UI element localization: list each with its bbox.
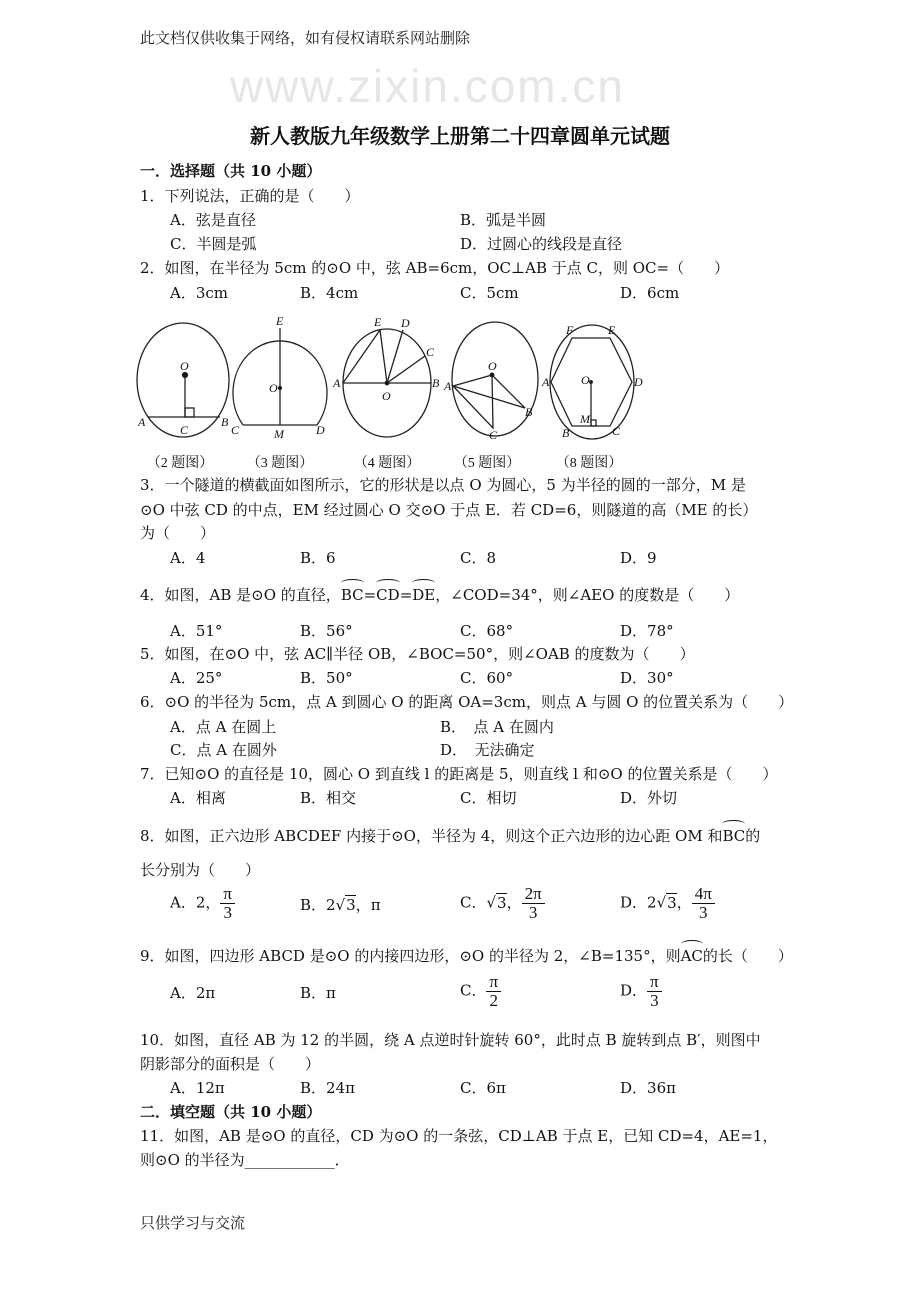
q6-option-b: B． 点 A 在圆内 <box>440 718 554 736</box>
question-11-line-1: 11．如图，AB 是⊙O 的直径，CD 为⊙O 的一条弦，CD⊥AB 于点 E，已知 CD=4，AE=1， <box>140 1127 778 1145</box>
question-7-stem: 7．已知⊙O 的直径是 10，圆心 O 到直线 l 的距离是 5，则直线 l 和⊙O 的位置关系是（ ） <box>140 765 778 783</box>
section-heading-fill: 二．填空题（共 10 小题） <box>140 1103 322 1121</box>
q4-option-a: A．51° <box>170 622 223 640</box>
arc-de: DE <box>412 586 436 604</box>
arc-bc: BC <box>340 586 364 604</box>
watermark: www.zixin.com.cn <box>230 60 625 112</box>
q8-option-c: C．√3， $\frac{2\pi}{3}$ <box>460 885 545 922</box>
arc-ac: AC <box>680 947 703 965</box>
q9-option-c <box>460 973 501 1010</box>
q10-option-c: C．6π <box>460 1079 506 1097</box>
figure-caption: （3 题图） <box>246 456 314 471</box>
label-a: A <box>444 379 452 393</box>
numerator: 2π <box>522 885 545 904</box>
q4-option-c: C．68° <box>460 622 514 640</box>
label-m: M <box>274 427 284 441</box>
question-2-stem: 2．如图，在半径为 5cm 的⊙O 中，弦 AB=6cm，OC⊥AB 于点 C，则 OC=（ ） <box>140 259 730 277</box>
arc-bc: BC <box>722 827 746 845</box>
option-label: A．2， <box>170 893 221 912</box>
q1-option-a: A．弦是直径 <box>170 211 256 229</box>
q2-option-a: A．3cm <box>170 284 229 302</box>
label-d: D <box>401 316 410 330</box>
q6-option-a: A．点 A 在圆上 <box>170 718 277 736</box>
denominator: 3 <box>699 903 708 922</box>
q3-option-d: D．9 <box>620 549 657 567</box>
q7-option-a: A．相离 <box>170 789 226 807</box>
equals: = <box>363 586 377 604</box>
question-4-stem <box>140 584 739 606</box>
label-b: B <box>221 415 229 429</box>
fraction <box>522 885 545 922</box>
label-b: B <box>432 376 440 390</box>
separator: ， <box>676 893 692 912</box>
fraction <box>692 885 715 922</box>
fraction <box>647 973 662 1010</box>
separator: ， <box>506 893 522 912</box>
q6-option-d: D． 无法确定 <box>440 741 535 759</box>
label-f: F <box>566 323 574 337</box>
q5-option-b: B．50° <box>300 669 353 687</box>
label-e: E <box>276 314 284 328</box>
q4-option-d: D．78° <box>620 622 674 640</box>
q10-option-a: A．12π <box>170 1079 225 1097</box>
question-8-stem <box>140 825 760 847</box>
figures-row <box>130 310 780 475</box>
q1-option-b: B．弧是半圆 <box>460 211 547 229</box>
q2-option-d: D．6cm <box>620 284 680 302</box>
option-label: C． <box>460 893 487 912</box>
option-label: D．2 <box>620 893 657 912</box>
question-11-line-2: 则⊙O 的半径为____________． <box>140 1151 350 1169</box>
question-8-line-2: 长分别为（ ） <box>140 861 261 879</box>
numerator: π <box>220 885 235 904</box>
question-3-line-1: 3．一个隧道的横截面如图所示，它的形状是以点 O 为圆心，5 为半径的圆的一部分，M 是 <box>140 476 746 494</box>
label-o: O <box>382 389 391 403</box>
q2-option-b: B．4cm <box>300 284 359 302</box>
figure-q3 <box>231 314 327 471</box>
question-3-line-2: ⊙O 中弦 CD 的中点，EM 经过圆心 O 交⊙O 于点 E．若 CD=6，则隧道的高（ME 的长） <box>140 501 758 519</box>
q5-option-a: A．25° <box>170 669 223 687</box>
radicand: 3 <box>346 896 356 914</box>
figure-q2 <box>137 323 229 471</box>
q8-text: 8．如图，正六边形 ABCDEF 内接于⊙O，半径为 4，则这个正六边形的边心距 OM 和 <box>140 827 723 845</box>
denominator: 3 <box>223 903 232 922</box>
label-b: B <box>562 426 570 440</box>
q1-option-d: D．过圆心的线段是直径 <box>460 235 623 253</box>
q9-text: 9．如图，四边形 ABCD 是⊙O 的内接四边形，⊙O 的半径为 2，∠B=135°，则 <box>140 947 681 965</box>
q5-option-c: C．60° <box>460 669 514 687</box>
section-heading-choice: 一．选择题（共 10 小题） <box>140 162 322 180</box>
label-o: O <box>180 359 189 373</box>
label-a: A <box>333 376 341 390</box>
label-c: C <box>231 423 240 437</box>
q3-option-a: A．4 <box>170 549 206 567</box>
denominator: 3 <box>650 991 659 1010</box>
label-m: M <box>580 412 590 426</box>
q9-option-d <box>620 973 662 1010</box>
label-a: A <box>138 415 146 429</box>
denominator: 3 <box>528 903 538 922</box>
arc-cd: CD <box>376 586 400 604</box>
q3-option-b: B．6 <box>300 549 336 567</box>
equals: = <box>399 586 413 604</box>
numerator: π <box>647 973 662 992</box>
q4-text: 4．如图，AB 是⊙O 的直径， <box>140 586 341 604</box>
label-c: C <box>426 345 435 359</box>
figure-q4 <box>332 315 440 471</box>
q10-option-d: D．36π <box>620 1079 676 1097</box>
radicand: 3 <box>497 893 507 912</box>
figure-caption: （4 题图） <box>353 456 421 471</box>
question-5-stem: 5．如图，在⊙O 中，弦 AC∥半径 OB，∠BOC=50°，则∠OAB 的度数为（ ） <box>140 645 695 663</box>
figure-q8 <box>541 323 643 471</box>
label-e: E <box>608 323 616 337</box>
question-3-line-3: 为（ ） <box>140 524 216 542</box>
page-header: 此文档仅供收集于网络，如有侵权请联系网站删除 <box>140 29 471 47</box>
label-c: C <box>180 423 189 437</box>
figure-caption: （8 题图） <box>555 456 623 471</box>
label-c: C <box>612 424 621 438</box>
fraction <box>486 973 501 1010</box>
figure-q5 <box>443 322 538 471</box>
label-e: E <box>374 315 382 329</box>
figure-caption: （2 题图） <box>146 456 214 471</box>
q6-option-c: C．点 A 在圆外 <box>170 741 277 759</box>
q9-option-a: A．2π <box>170 984 216 1002</box>
option-label: C． <box>460 981 487 1000</box>
numerator: π <box>486 973 501 992</box>
q7-option-d: D．外切 <box>620 789 678 807</box>
q10-option-b: B．24π <box>300 1079 355 1097</box>
figure-caption: （5 题图） <box>453 456 521 471</box>
question-6-stem: 6．⊙O 的半径为 5cm，点 A 到圆心 O 的距离 OA=3cm，则点 A 与圆 O 的位置关系为（ ） <box>140 693 794 711</box>
document-title: 新人教版九年级数学上册第二十四章圆单元试题 <box>250 124 670 148</box>
question-9-stem <box>140 945 793 967</box>
q9-option-b: B．π <box>300 984 336 1002</box>
q8-text: 的 <box>745 827 761 845</box>
q8-option-a <box>170 885 235 922</box>
question-10-line-2: 阴影部分的面积是（ ） <box>140 1055 321 1073</box>
label-b: B <box>525 405 533 419</box>
question-10-line-1: 10．如图，直径 AB 为 12 的半圆，绕 A 点逆时针旋转 60°，此时点 B 旋转到点 B′，则图中 <box>140 1031 761 1049</box>
numerator: 4π <box>692 885 715 904</box>
label-o: O <box>269 381 278 395</box>
q4-option-b: B．56° <box>300 622 353 640</box>
denominator: 2 <box>489 991 499 1010</box>
option-tail: ，π <box>355 896 381 914</box>
option-label: D． <box>620 981 648 1000</box>
q4-text: ，∠COD=34°，则∠AEO 的度数是（ ） <box>435 586 740 604</box>
question-1-stem: 1．下列说法，正确的是（ ） <box>140 187 360 205</box>
q7-option-c: C．相切 <box>460 789 517 807</box>
label-a: A <box>542 375 550 389</box>
q8-option-b: B．2√3，π <box>300 896 381 914</box>
q8-option-d: D．2√3， $\frac{4\pi}{3}$ <box>620 885 715 922</box>
label-d: D <box>634 375 643 389</box>
q3-option-c: C．8 <box>460 549 497 567</box>
label-d: D <box>316 423 325 437</box>
label-c: C <box>489 428 498 442</box>
q5-option-d: D．30° <box>620 669 674 687</box>
fraction <box>220 885 235 922</box>
radicand: 3 <box>667 893 677 912</box>
option-label: B．2 <box>300 896 336 914</box>
q9-text: 的长（ ） <box>702 947 793 965</box>
label-o: O <box>488 359 497 373</box>
q7-option-b: B．相交 <box>300 789 357 807</box>
page-footer: 只供学习与交流 <box>140 1214 246 1232</box>
label-o: O <box>581 373 590 387</box>
q1-option-c: C．半圆是弧 <box>170 235 257 253</box>
q2-option-c: C．5cm <box>460 284 519 302</box>
